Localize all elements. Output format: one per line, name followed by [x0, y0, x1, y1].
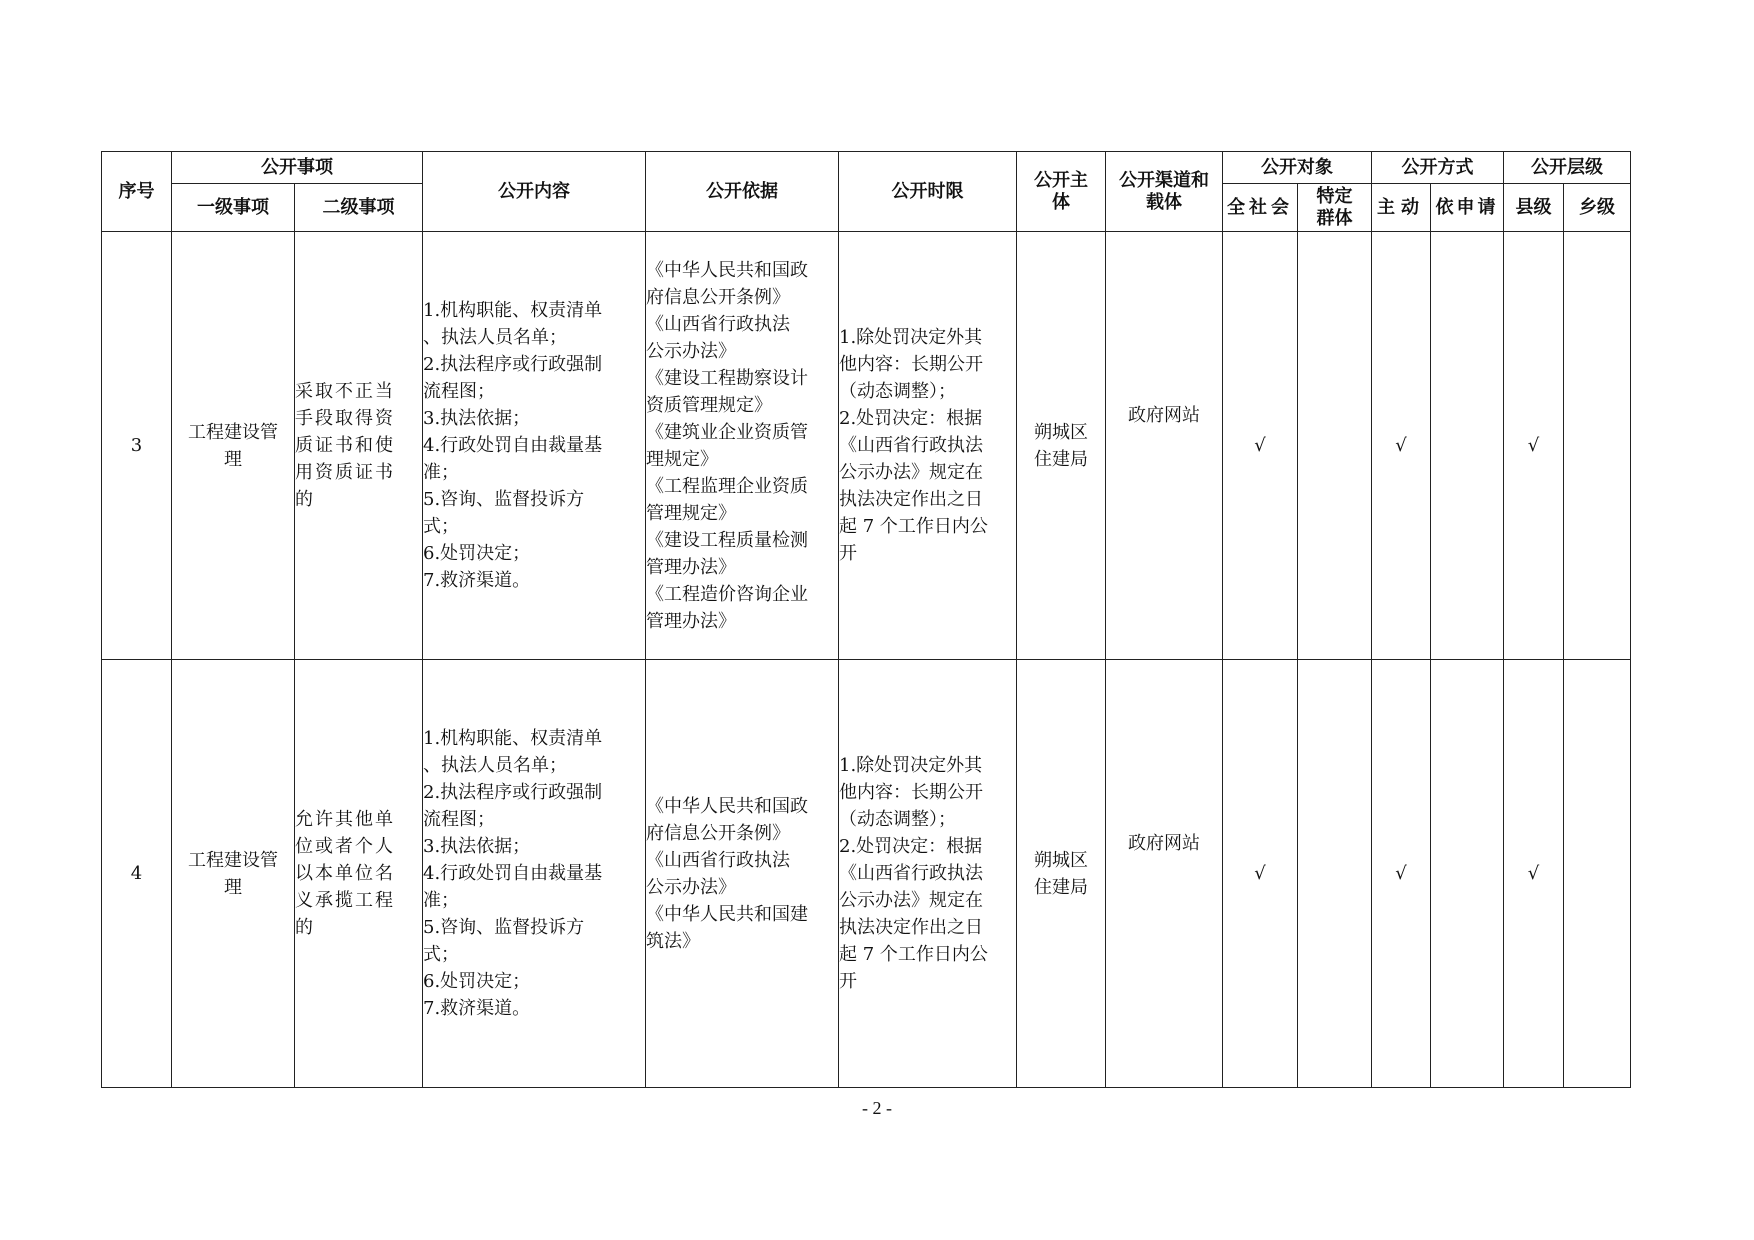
level1-line: 工程建设管 — [188, 849, 278, 871]
basis-line: 《建设工程质量检测 — [646, 529, 808, 551]
header-target: 公开对象 — [1223, 152, 1372, 184]
cell-method-request — [1431, 232, 1504, 660]
level2-line: 的 — [295, 489, 315, 510]
cell-method-active: √ — [1372, 660, 1431, 1088]
cell-seq: 4 — [102, 660, 172, 1088]
cell-channel — [1106, 660, 1223, 1088]
cell-seq: 3 — [102, 232, 172, 660]
level2-line: 义承揽工程 — [295, 890, 395, 911]
basis-line: 《建筑业企业资质管 — [646, 421, 808, 443]
time-line: 2.处罚决定：根据 — [839, 836, 983, 857]
content-line: 流程图； — [423, 381, 495, 402]
content-line: 、执法人员名单； — [423, 755, 567, 776]
subject-line: 住建局 — [1034, 876, 1088, 898]
content-line: 2.执法程序或行政强制 — [423, 354, 603, 375]
time-line: 1.除处罚决定外其 — [839, 327, 983, 348]
header-basis: 公开依据 — [646, 152, 839, 232]
time-line: （动态调整）； — [839, 809, 956, 830]
time-line: 《山西省行政执法 — [839, 863, 983, 884]
cell-basis — [646, 232, 839, 660]
cell-level2 — [295, 660, 423, 1088]
header-item: 公开事项 — [172, 152, 423, 184]
cell-target-all: √ — [1223, 232, 1298, 660]
level2-line: 用资质证书 — [295, 462, 395, 483]
content-line: 2.执法程序或行政强制 — [423, 782, 603, 803]
header-subject — [1017, 152, 1106, 232]
header-seq: 序号 — [102, 152, 172, 232]
cell-target-group — [1298, 660, 1372, 1088]
cell-tier-county: √ — [1504, 660, 1564, 1088]
time-line: 执法决定作出之日 — [839, 917, 983, 938]
content-line: 1.机构职能、权责清单 — [423, 728, 603, 749]
header-level2: 二级事项 — [295, 184, 423, 232]
cell-time — [839, 232, 1017, 660]
content-line: 式； — [423, 944, 459, 965]
header-method-request: 依申请 — [1431, 184, 1504, 232]
header-time: 公开时限 — [839, 152, 1017, 232]
basis-line: 《中华人民共和国政 — [646, 259, 808, 281]
basis-line: 管理规定》 — [646, 502, 736, 524]
content-line: 6.处罚决定； — [423, 543, 531, 564]
header-tier-county: 县级 — [1504, 184, 1564, 232]
page-number: - 2 - — [862, 1098, 892, 1118]
basis-line: 《工程造价咨询企业 — [646, 583, 808, 605]
content-line: 流程图； — [423, 809, 495, 830]
time-line: （动态调整）； — [839, 381, 956, 402]
table-row — [102, 660, 1631, 1088]
cell-time — [839, 660, 1017, 1088]
time-line: 《山西省行政执法 — [839, 435, 983, 456]
header-target-all: 全社会 — [1223, 184, 1298, 232]
header-tier-town: 乡级 — [1564, 184, 1631, 232]
content-line: 5.咨询、监督投诉方 — [423, 917, 585, 938]
time-line: 开 — [839, 971, 857, 992]
content-line: 式； — [423, 516, 459, 537]
content-line: 3.执法依据； — [423, 408, 531, 429]
cell-tier-town — [1564, 660, 1631, 1088]
channel-text: 政府网站 — [1128, 405, 1200, 426]
header-channel — [1106, 152, 1223, 232]
level2-line: 的 — [295, 917, 315, 938]
cell-content — [423, 660, 646, 1088]
basis-line: 府信息公开条例》 — [646, 286, 790, 308]
basis-line: 《中华人民共和国建 — [646, 903, 808, 925]
header-method-active: 主动 — [1372, 184, 1431, 232]
content-line: 7.救济渠道。 — [423, 570, 531, 591]
content-line: 6.处罚决定； — [423, 971, 531, 992]
time-line: 公示办法》规定在 — [839, 890, 983, 911]
level1-line: 理 — [224, 876, 242, 898]
channel-text: 政府网站 — [1128, 833, 1200, 854]
level2-line: 位或者个人 — [295, 836, 395, 857]
basis-line: 《工程监理企业资质 — [646, 475, 808, 497]
content-line: 4.行政处罚自由裁量基 — [423, 863, 603, 884]
time-line: 他内容：长期公开 — [839, 782, 983, 803]
header-content: 公开内容 — [423, 152, 646, 232]
header-target-group — [1298, 184, 1372, 232]
cell-subject — [1017, 232, 1106, 660]
table-row — [102, 232, 1631, 660]
header-target-group-line2: 群体 — [1316, 207, 1353, 229]
time-line: 他内容：长期公开 — [839, 354, 983, 375]
time-line: 执法决定作出之日 — [839, 489, 983, 510]
subject-line: 朔城区 — [1034, 849, 1088, 871]
content-line: 3.执法依据； — [423, 836, 531, 857]
subject-line: 住建局 — [1034, 448, 1088, 470]
basis-line: 《中华人民共和国政 — [646, 795, 808, 817]
basis-line: 公示办法》 — [646, 876, 736, 898]
basis-line: 公示办法》 — [646, 340, 736, 362]
subject-line: 朔城区 — [1034, 421, 1088, 443]
header-subject-line2: 体 — [1052, 191, 1070, 213]
content-line: 1.机构职能、权责清单 — [423, 300, 603, 321]
time-line: 1.除处罚决定外其 — [839, 755, 983, 776]
cell-channel — [1106, 232, 1223, 660]
basis-line: 筑法》 — [646, 930, 700, 952]
time-line: 2.处罚决定：根据 — [839, 408, 983, 429]
header-row-1 — [102, 152, 1631, 184]
content-line: 7.救济渠道。 — [423, 998, 531, 1019]
content-line: 准； — [423, 462, 459, 483]
cell-tier-county: √ — [1504, 232, 1564, 660]
header-channel-line1: 公开渠道和 — [1119, 169, 1209, 191]
cell-tier-town — [1564, 232, 1631, 660]
basis-line: 理规定》 — [646, 448, 718, 470]
basis-line: 《建设工程勘察设计 — [646, 367, 808, 389]
disclosure-table — [101, 151, 1631, 1088]
level1-line: 工程建设管 — [188, 421, 278, 443]
content-line: 4.行政处罚自由裁量基 — [423, 435, 603, 456]
level1-line: 理 — [224, 448, 242, 470]
level2-line: 质证书和使 — [295, 435, 395, 456]
time-line: 起 7 个工作日内公 — [839, 516, 988, 537]
cell-level1 — [172, 232, 295, 660]
header-subject-line1: 公开主 — [1034, 169, 1088, 191]
level2-line: 允许其他单 — [295, 809, 395, 830]
content-line: 、执法人员名单； — [423, 327, 567, 348]
basis-line: 管理办法》 — [646, 610, 736, 632]
cell-method-request — [1431, 660, 1504, 1088]
cell-subject — [1017, 660, 1106, 1088]
header-level1: 一级事项 — [172, 184, 295, 232]
time-line: 起 7 个工作日内公 — [839, 944, 988, 965]
basis-line: 《山西省行政执法 — [646, 313, 790, 335]
basis-line: 府信息公开条例》 — [646, 822, 790, 844]
basis-line: 《山西省行政执法 — [646, 849, 790, 871]
level2-line: 采取不正当 — [295, 381, 395, 402]
header-method: 公开方式 — [1372, 152, 1504, 184]
cell-level1 — [172, 660, 295, 1088]
basis-line: 管理办法》 — [646, 556, 736, 578]
cell-method-active: √ — [1372, 232, 1431, 660]
cell-level2 — [295, 232, 423, 660]
header-channel-line2: 载体 — [1146, 191, 1182, 213]
time-line: 公示办法》规定在 — [839, 462, 983, 483]
cell-content — [423, 232, 646, 660]
cell-target-group — [1298, 232, 1372, 660]
level2-line: 以本单位名 — [295, 863, 395, 884]
content-line: 准； — [423, 890, 459, 911]
header-target-group-line1: 特定 — [1316, 185, 1353, 207]
cell-basis — [646, 660, 839, 1088]
level2-line: 手段取得资 — [295, 408, 395, 429]
header-tier: 公开层级 — [1504, 152, 1631, 184]
cell-target-all: √ — [1223, 660, 1298, 1088]
basis-line: 资质管理规定》 — [646, 394, 772, 416]
content-line: 5.咨询、监督投诉方 — [423, 489, 585, 510]
time-line: 开 — [839, 543, 857, 564]
